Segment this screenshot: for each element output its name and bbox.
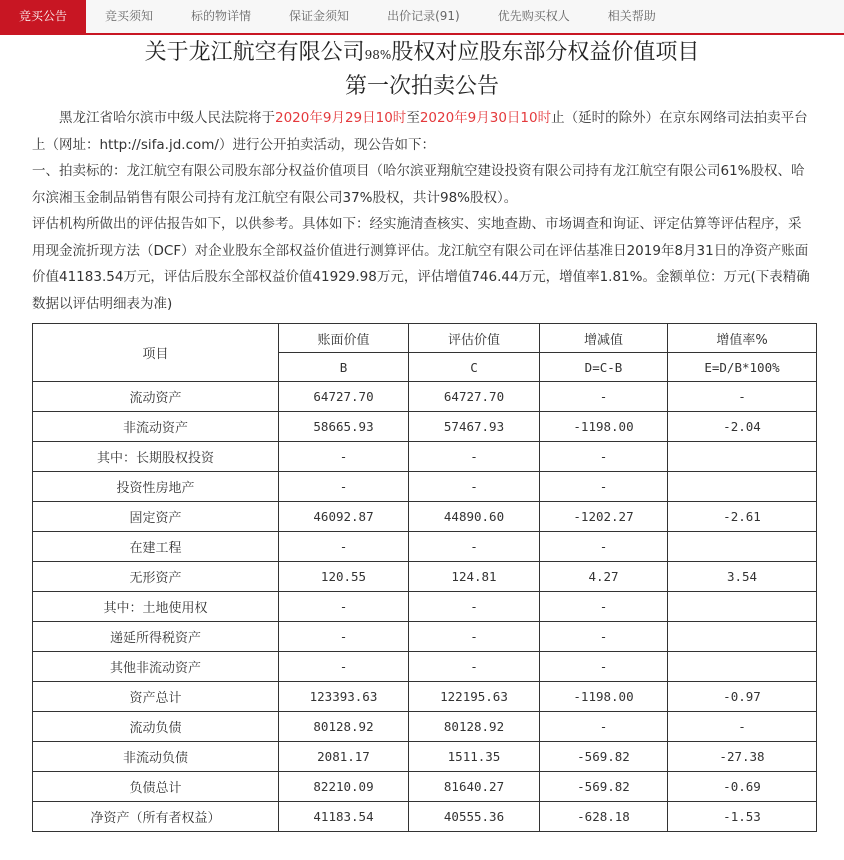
table-row	[33, 532, 817, 562]
table-row	[33, 772, 817, 802]
cell-item: 流动负债	[33, 712, 279, 742]
cell-change-rate	[668, 652, 817, 682]
header-change-rate: 增值率%	[668, 324, 817, 353]
cell-change-rate	[668, 442, 817, 472]
header-change: 增减值	[540, 324, 668, 353]
title-line-2: 第一次拍卖公告	[344, 74, 499, 99]
cell-change: -628.18	[540, 802, 668, 832]
cell-item: 其中：土地使用权	[33, 592, 279, 622]
tab-bid-records[interactable]: 出价记录(91)	[387, 9, 460, 23]
cell-change: 4.27	[540, 562, 668, 592]
cell-change: -	[540, 382, 668, 412]
cell-appraised-value: 122195.63	[409, 682, 540, 712]
intro-text-b: 止（延时的除外）在京东网络司法拍卖平台上（网址：http://sifa.jd.com/）进行公开拍卖活动，现公告如下：	[32, 110, 808, 153]
tab-help[interactable]: 相关帮助	[607, 9, 656, 23]
cell-item: 投资性房地产	[33, 472, 279, 502]
title-part-a: 关于龙江航空有限公司	[144, 40, 365, 65]
cell-change-rate: -0.69	[668, 772, 817, 802]
intro-text-mid: 至	[406, 110, 420, 126]
tab-deposit-notes[interactable]: 保证金须知	[289, 9, 350, 23]
title-line-1	[0, 37, 844, 71]
table-row	[33, 382, 817, 412]
cell-item: 非流动负债	[33, 742, 279, 772]
cell-change-rate: -1.53	[668, 802, 817, 832]
title-percent: 98%	[364, 48, 392, 62]
header-appraised-value: 评估价值	[409, 324, 540, 353]
cell-item: 在建工程	[33, 532, 279, 562]
cell-appraised-value: -	[409, 622, 540, 652]
intro-text-a: 黑龙江省哈尔滨市中级人民法院将于	[59, 110, 275, 126]
cell-change: -1198.00	[540, 412, 668, 442]
cell-book-value: 123393.63	[279, 682, 409, 712]
subheader-d: D=C-B	[540, 353, 668, 382]
cell-appraised-value: 124.81	[409, 562, 540, 592]
table-row	[33, 442, 817, 472]
cell-change: -	[540, 622, 668, 652]
cell-change-rate: -0.97	[668, 682, 817, 712]
cell-book-value: -	[279, 652, 409, 682]
cell-book-value: -	[279, 442, 409, 472]
cell-book-value: 46092.87	[279, 502, 409, 532]
cell-appraised-value: 1511.35	[409, 742, 540, 772]
table-row	[33, 682, 817, 712]
cell-change-rate: -2.04	[668, 412, 817, 442]
cell-change: -569.82	[540, 742, 668, 772]
cell-appraised-value: 64727.70	[409, 382, 540, 412]
cell-appraised-value: -	[409, 472, 540, 502]
table-row	[33, 472, 817, 502]
tab-priority-buyers[interactable]: 优先购买权人	[497, 9, 570, 23]
cell-change: -	[540, 712, 668, 742]
cell-change-rate: -	[668, 382, 817, 412]
cell-change-rate	[668, 622, 817, 652]
cell-change: -	[540, 652, 668, 682]
cell-item: 递延所得税资产	[33, 622, 279, 652]
cell-change-rate	[668, 592, 817, 622]
intro-paragraph	[32, 105, 814, 158]
announcement-body	[0, 105, 844, 317]
cell-appraised-value: 57467.93	[409, 412, 540, 442]
tab-item-details[interactable]: 标的物详情	[191, 9, 252, 23]
cell-change-rate: -2.61	[668, 502, 817, 532]
cell-book-value: 41183.54	[279, 802, 409, 832]
cell-book-value: 82210.09	[279, 772, 409, 802]
cell-appraised-value: -	[409, 532, 540, 562]
cell-appraised-value: 80128.92	[409, 712, 540, 742]
cell-appraised-value: 44890.60	[409, 502, 540, 532]
cell-item: 其他非流动资产	[33, 652, 279, 682]
cell-change: -1202.27	[540, 502, 668, 532]
cell-change-rate	[668, 472, 817, 502]
cell-item: 其中：长期股权投资	[33, 442, 279, 472]
valuation-table	[32, 323, 817, 832]
cell-change-rate: -	[668, 712, 817, 742]
cell-appraised-value: 40555.36	[409, 802, 540, 832]
cell-item: 非流动资产	[33, 412, 279, 442]
page-title	[0, 37, 844, 103]
cell-change: -	[540, 532, 668, 562]
auction-start-time: 2020年9月29日10时	[275, 110, 407, 126]
cell-book-value: -	[279, 592, 409, 622]
cell-book-value: 58665.93	[279, 412, 409, 442]
cell-item: 固定资产	[33, 502, 279, 532]
cell-book-value: 64727.70	[279, 382, 409, 412]
cell-book-value: 120.55	[279, 562, 409, 592]
table-row	[33, 592, 817, 622]
table-row	[33, 412, 817, 442]
cell-item: 流动资产	[33, 382, 279, 412]
subheader-b: B	[279, 353, 409, 382]
cell-change: -569.82	[540, 772, 668, 802]
cell-appraised-value: 81640.27	[409, 772, 540, 802]
header-book-value: 账面价值	[279, 324, 409, 353]
cell-appraised-value: -	[409, 652, 540, 682]
auction-end-time: 2020年9月30日10时	[419, 110, 552, 126]
cell-item: 无形资产	[33, 562, 279, 592]
cell-change: -1198.00	[540, 682, 668, 712]
cell-change: -	[540, 472, 668, 502]
cell-appraised-value: -	[409, 592, 540, 622]
table-row	[33, 742, 817, 772]
tab-bar	[0, 0, 844, 35]
cell-item: 负债总计	[33, 772, 279, 802]
cell-book-value: -	[279, 622, 409, 652]
cell-book-value: 80128.92	[279, 712, 409, 742]
table-row	[33, 652, 817, 682]
cell-change-rate	[668, 532, 817, 562]
table-row	[33, 622, 817, 652]
cell-change: -	[540, 592, 668, 622]
appraisal-paragraph: 评估机构所做出的评估报告如下，以供参考。具体如下：经实施清查核实、实地查勘、市场调查和询证、评定估算等评估程序，采用现金流折现方法（DCF）对企业股东全部权益价值进行测算评估。龙江航空有限公司在评估基准日2019年8月31日的净资产账面价值41183.54万元，评估后股东全部权益价值41929.98万元，评估增值746.44万元，增值率1.81%。金额单位：万元(下表精确数据以评估明细表为准)	[32, 216, 810, 312]
auction-subject-paragraph: 一、拍卖标的：龙江航空有限公司股东部分权益价值项目（哈尔滨亚翔航空建设投资有限公司持有龙江航空有限公司61%股权、哈尔滨湘玉金制品销售有限公司持有龙江航空有限公司37%股权，共计98%股权）。	[32, 163, 805, 206]
table-row	[33, 712, 817, 742]
table-row	[33, 502, 817, 532]
cell-book-value: -	[279, 532, 409, 562]
cell-book-value: 2081.17	[279, 742, 409, 772]
cell-change-rate: 3.54	[668, 562, 817, 592]
title-part-b: 股权对应股东部分权益价值项目	[391, 40, 700, 65]
subheader-c: C	[409, 353, 540, 382]
subheader-e: E=D/B*100%	[668, 353, 817, 382]
table-row	[33, 562, 817, 592]
table-header-row	[33, 324, 817, 353]
cell-change-rate: -27.38	[668, 742, 817, 772]
cell-change: -	[540, 442, 668, 472]
tab-bidding-notes[interactable]: 竞买须知	[105, 9, 154, 23]
cell-book-value: -	[279, 472, 409, 502]
cell-appraised-value: -	[409, 442, 540, 472]
header-item: 项目	[33, 324, 279, 382]
tab-auction-notice[interactable]: 竞买公告	[0, 0, 86, 33]
table-row	[33, 802, 817, 832]
cell-item: 资产总计	[33, 682, 279, 712]
cell-item: 净资产（所有者权益）	[33, 802, 279, 832]
